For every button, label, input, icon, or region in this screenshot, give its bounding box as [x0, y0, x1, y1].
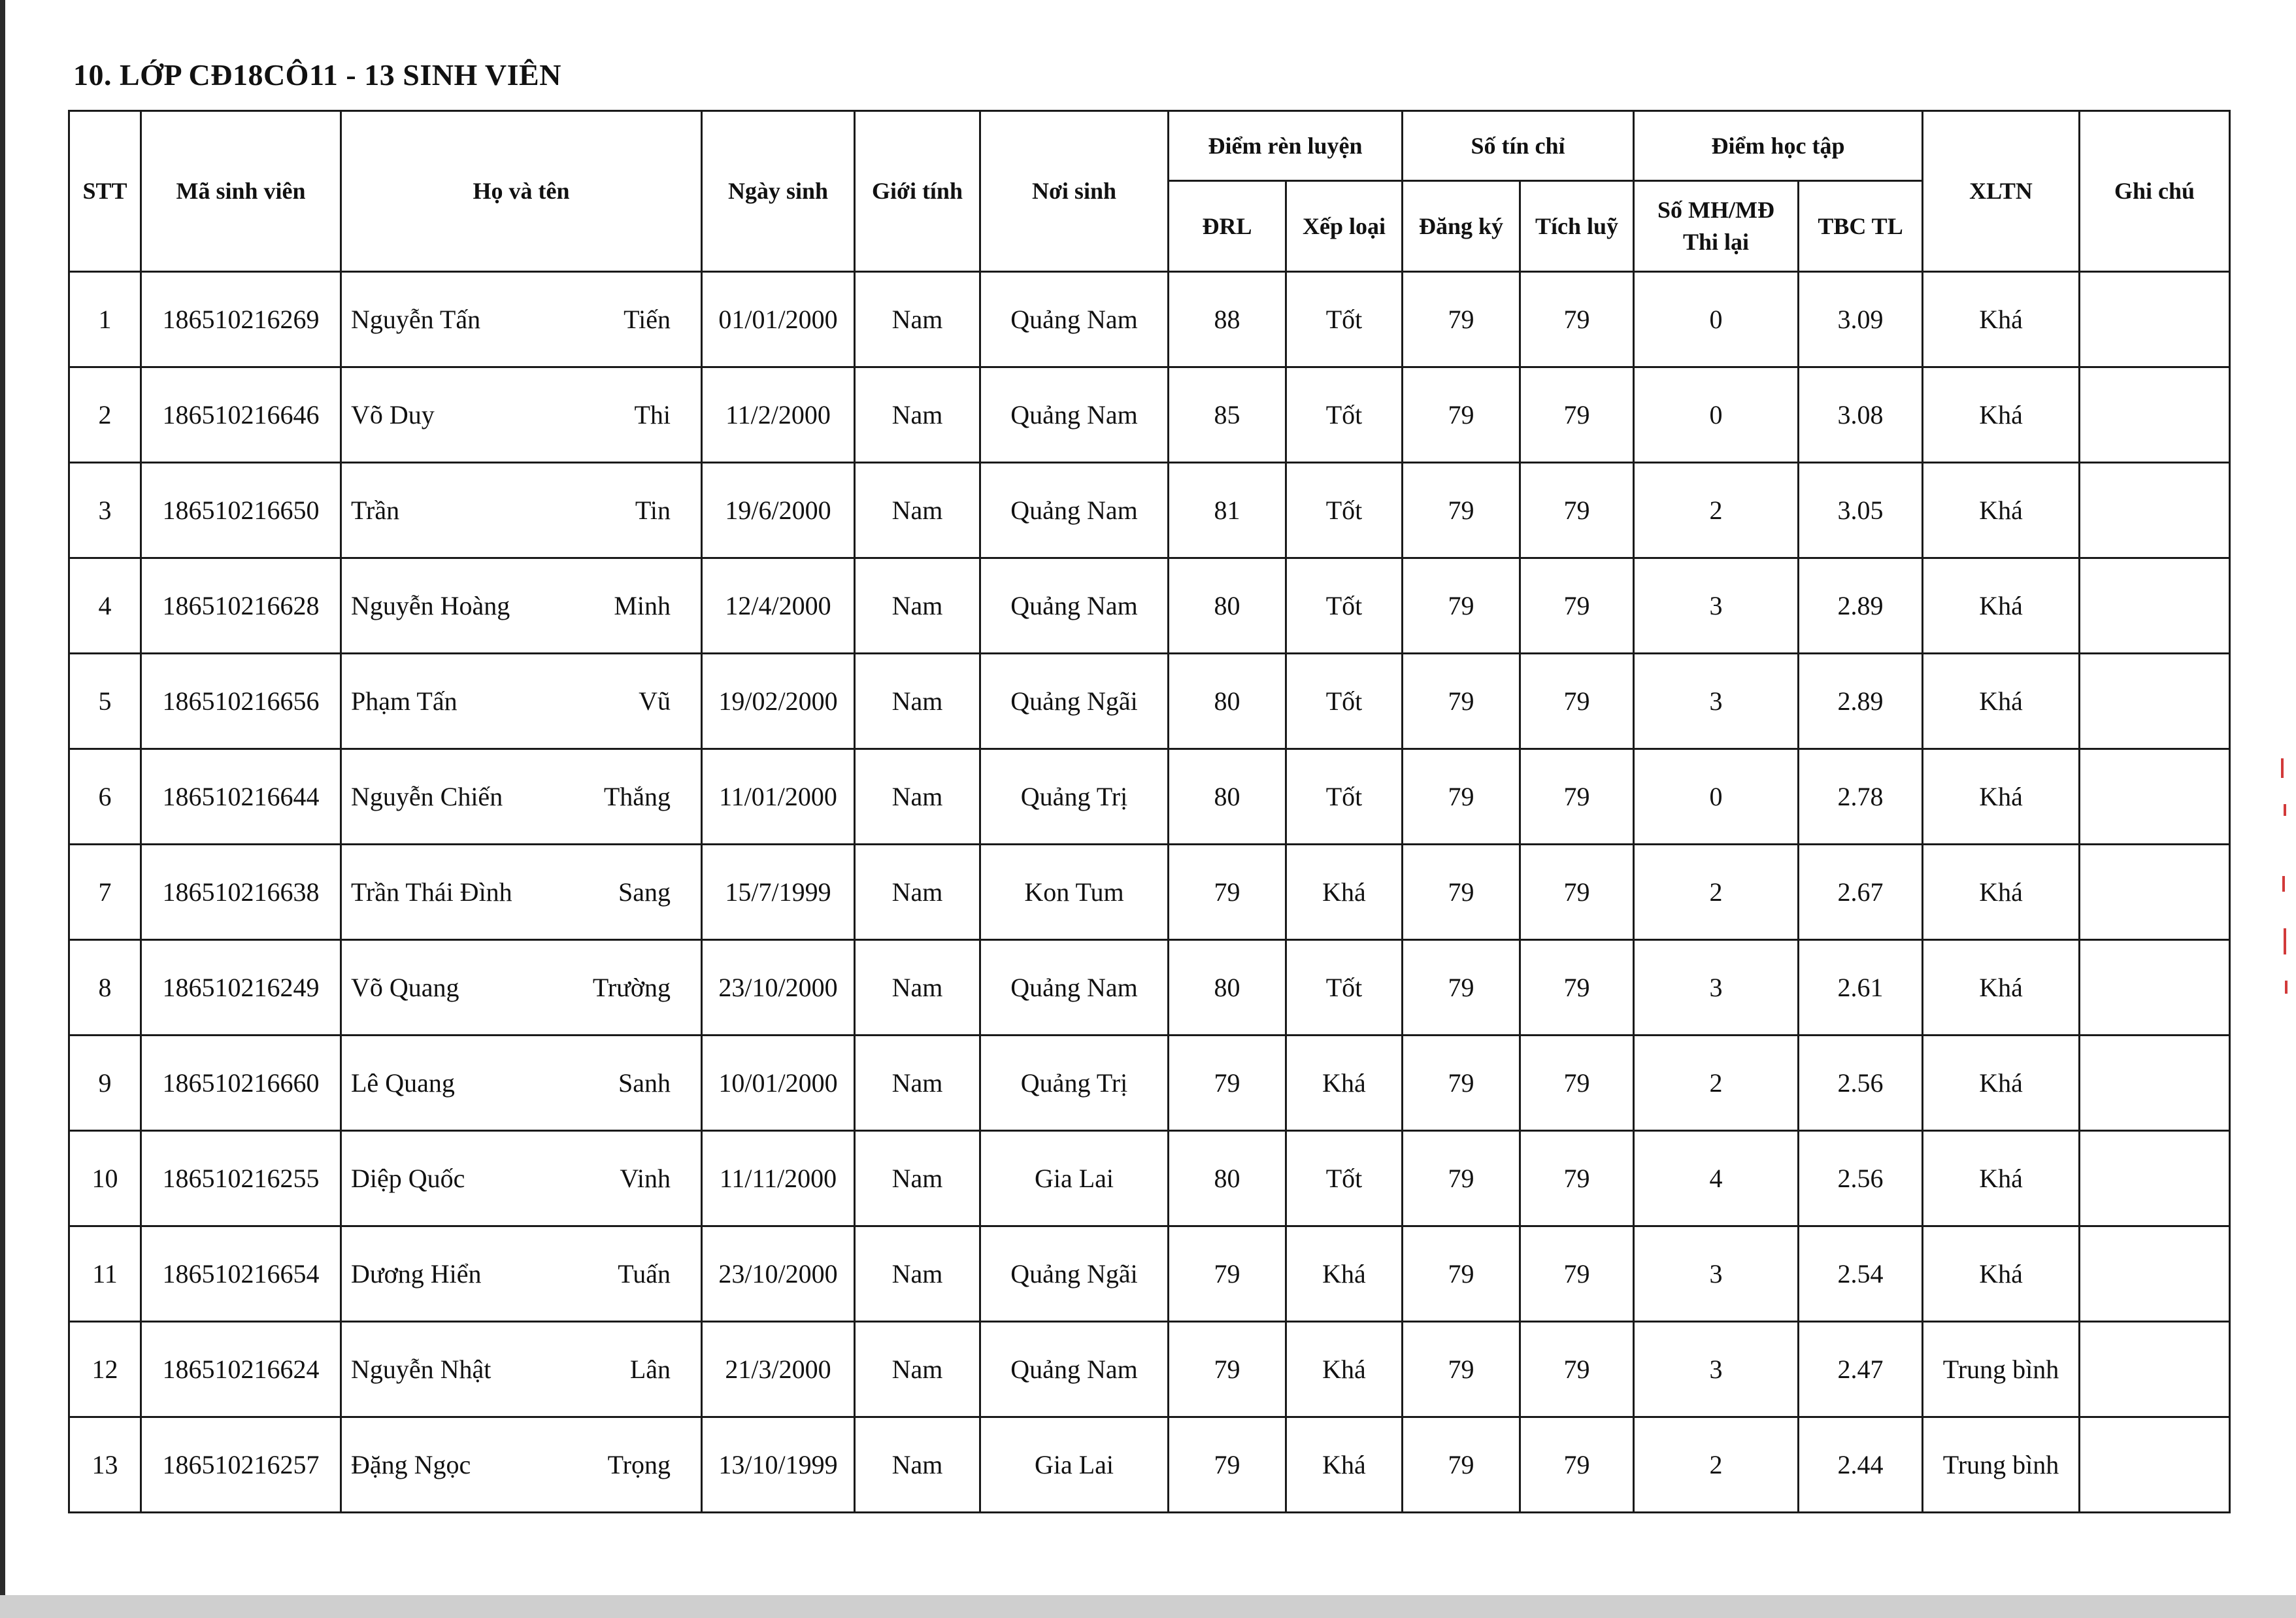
cell-stt: 13 [69, 1417, 141, 1513]
cell-training-rank: Tốt [1286, 463, 1403, 558]
cell-retake-count: 3 [1634, 558, 1799, 654]
cell-accumulated: 79 [1520, 463, 1634, 558]
table-row [69, 558, 2230, 654]
header-credits-group: Số tín chỉ [1403, 111, 1634, 181]
first-name: Tiến [624, 305, 671, 334]
cell-student-id: 186510216628 [141, 558, 341, 654]
cell-notes [2080, 558, 2230, 654]
table-row [69, 1131, 2230, 1226]
cell-retake-count: 3 [1634, 1322, 1799, 1417]
document-title: 10. LỚP CĐ18CÔ11 - 13 SINH VIÊN [73, 58, 561, 92]
cell-birthplace: Kon Tum [980, 845, 1169, 940]
cell-notes [2080, 1322, 2230, 1417]
first-name: Tuấn [618, 1259, 671, 1289]
cell-drl: 79 [1169, 1322, 1286, 1417]
cell-notes [2080, 463, 2230, 558]
cell-notes [2080, 654, 2230, 749]
cell-drl: 79 [1169, 845, 1286, 940]
last-name: Nguyễn Hoàng [351, 591, 510, 620]
cell-student-id: 186510216249 [141, 940, 341, 1036]
cell-graduation-rank: Khá [1923, 1226, 2080, 1322]
cell-drl: 79 [1169, 1036, 1286, 1131]
header-stt: STT [69, 111, 141, 272]
cell-student-id: 186510216660 [141, 1036, 341, 1131]
first-name: Trường [592, 973, 671, 1002]
cell-training-rank: Tốt [1286, 749, 1403, 845]
first-name: Lân [629, 1355, 671, 1384]
cell-accumulated: 79 [1520, 845, 1634, 940]
cell-notes [2080, 940, 2230, 1036]
cell-full-name [341, 463, 702, 558]
cell-gender: Nam [855, 940, 980, 1036]
last-name: Võ Duy [351, 400, 435, 430]
cell-drl: 88 [1169, 272, 1286, 367]
cell-stt: 9 [69, 1036, 141, 1131]
first-name: Thắng [603, 782, 671, 811]
first-name: Thi [634, 400, 671, 430]
cell-gender: Nam [855, 654, 980, 749]
cell-retake-count: 0 [1634, 367, 1799, 463]
cell-gender: Nam [855, 1036, 980, 1131]
cell-registered: 79 [1403, 749, 1520, 845]
cell-stt: 3 [69, 463, 141, 558]
cell-full-name [341, 940, 702, 1036]
cell-notes [2080, 749, 2230, 845]
cell-retake-count: 3 [1634, 654, 1799, 749]
last-name: Nguyễn Chiến [351, 782, 503, 811]
last-name: Đặng Ngọc [351, 1450, 471, 1479]
header-birthplace: Nơi sinh [980, 111, 1169, 272]
table-row [69, 654, 2230, 749]
cell-student-id: 186510216624 [141, 1322, 341, 1417]
cell-dob: 11/11/2000 [702, 1131, 855, 1226]
cell-graduation-rank: Khá [1923, 272, 2080, 367]
cell-full-name [341, 1226, 702, 1322]
header-gender: Giới tính [855, 111, 980, 272]
cell-retake-count: 4 [1634, 1131, 1799, 1226]
header-dob: Ngày sinh [702, 111, 855, 272]
cell-drl: 85 [1169, 367, 1286, 463]
cell-drl: 80 [1169, 654, 1286, 749]
student-table [68, 110, 2231, 1513]
cell-accumulated: 79 [1520, 940, 1634, 1036]
cell-drl: 80 [1169, 749, 1286, 845]
cell-accumulated: 79 [1520, 654, 1634, 749]
cell-gender: Nam [855, 845, 980, 940]
cell-dob: 23/10/2000 [702, 940, 855, 1036]
cell-dob: 10/01/2000 [702, 1036, 855, 1131]
cell-birthplace: Quảng Ngãi [980, 1226, 1169, 1322]
cell-drl: 80 [1169, 940, 1286, 1036]
last-name: Lê Quang [351, 1068, 455, 1098]
header-accumulated: Tích luỹ [1520, 181, 1634, 272]
cell-gpa: 2.61 [1799, 940, 1923, 1036]
cell-accumulated: 79 [1520, 1417, 1634, 1513]
cell-stt: 8 [69, 940, 141, 1036]
cell-registered: 79 [1403, 845, 1520, 940]
cell-full-name [341, 845, 702, 940]
margin-mark [2285, 981, 2288, 994]
cell-birthplace: Gia Lai [980, 1417, 1169, 1513]
cell-gpa: 3.08 [1799, 367, 1923, 463]
cell-graduation-rank: Khá [1923, 940, 2080, 1036]
cell-gpa: 2.56 [1799, 1131, 1923, 1226]
cell-registered: 79 [1403, 367, 1520, 463]
cell-graduation-rank: Khá [1923, 1131, 2080, 1226]
header-retake-count: Số MH/MĐ Thi lại [1634, 181, 1799, 272]
header-notes: Ghi chú [2080, 111, 2230, 272]
cell-accumulated: 79 [1520, 272, 1634, 367]
cell-birthplace: Quảng Nam [980, 940, 1169, 1036]
table-row [69, 1322, 2230, 1417]
cell-gender: Nam [855, 1131, 980, 1226]
cell-gpa: 2.67 [1799, 845, 1923, 940]
cell-drl: 81 [1169, 463, 1286, 558]
cell-dob: 23/10/2000 [702, 1226, 855, 1322]
table-row [69, 1036, 2230, 1131]
first-name: Sanh [618, 1068, 671, 1098]
cell-graduation-rank: Khá [1923, 749, 2080, 845]
cell-notes [2080, 1226, 2230, 1322]
cell-student-id: 186510216257 [141, 1417, 341, 1513]
cell-dob: 19/6/2000 [702, 463, 855, 558]
cell-accumulated: 79 [1520, 749, 1634, 845]
cell-drl: 80 [1169, 558, 1286, 654]
cell-training-rank: Khá [1286, 1322, 1403, 1417]
cell-stt: 4 [69, 558, 141, 654]
first-name: Tin [635, 496, 671, 525]
first-name: Vũ [639, 686, 671, 716]
cell-student-id: 186510216644 [141, 749, 341, 845]
header-student-id: Mã sinh viên [141, 111, 341, 272]
cell-full-name [341, 654, 702, 749]
table-row [69, 463, 2230, 558]
cell-notes [2080, 1131, 2230, 1226]
last-name: Diệp Quốc [351, 1164, 465, 1193]
first-name: Trọng [607, 1450, 671, 1479]
margin-mark [2281, 758, 2284, 778]
cell-retake-count: 0 [1634, 749, 1799, 845]
last-name: Nguyễn Tấn [351, 305, 481, 334]
cell-gpa: 2.47 [1799, 1322, 1923, 1417]
cell-notes [2080, 1036, 2230, 1131]
table-row [69, 272, 2230, 367]
last-name: Võ Quang [351, 973, 459, 1002]
cell-full-name [341, 367, 702, 463]
cell-registered: 79 [1403, 654, 1520, 749]
cell-gender: Nam [855, 749, 980, 845]
cell-registered: 79 [1403, 940, 1520, 1036]
cell-dob: 15/7/1999 [702, 845, 855, 940]
cell-full-name [341, 1036, 702, 1131]
cell-accumulated: 79 [1520, 1322, 1634, 1417]
cell-dob: 11/01/2000 [702, 749, 855, 845]
cell-registered: 79 [1403, 1322, 1520, 1417]
cell-registered: 79 [1403, 1417, 1520, 1513]
cell-student-id: 186510216650 [141, 463, 341, 558]
cell-gpa: 3.05 [1799, 463, 1923, 558]
cell-notes [2080, 272, 2230, 367]
header-graduation-rank: XLTN [1923, 111, 2080, 272]
cell-gpa: 2.89 [1799, 558, 1923, 654]
cell-student-id: 186510216654 [141, 1226, 341, 1322]
cell-accumulated: 79 [1520, 1036, 1634, 1131]
cell-dob: 01/01/2000 [702, 272, 855, 367]
cell-graduation-rank: Khá [1923, 463, 2080, 558]
cell-retake-count: 2 [1634, 1036, 1799, 1131]
cell-dob: 11/2/2000 [702, 367, 855, 463]
cell-gender: Nam [855, 272, 980, 367]
cell-training-rank: Khá [1286, 1417, 1403, 1513]
cell-dob: 21/3/2000 [702, 1322, 855, 1417]
table-row [69, 940, 2230, 1036]
cell-training-rank: Tốt [1286, 367, 1403, 463]
cell-registered: 79 [1403, 463, 1520, 558]
header-registered: Đăng ký [1403, 181, 1520, 272]
cell-birthplace: Quảng Nam [980, 558, 1169, 654]
cell-graduation-rank: Khá [1923, 367, 2080, 463]
cell-gpa: 3.09 [1799, 272, 1923, 367]
last-name: Nguyễn Nhật [351, 1355, 491, 1384]
cell-notes [2080, 367, 2230, 463]
header-study-group: Điểm học tập [1634, 111, 1923, 181]
cell-birthplace: Quảng Nam [980, 272, 1169, 367]
cell-graduation-rank: Khá [1923, 558, 2080, 654]
cell-full-name [341, 272, 702, 367]
cell-stt: 12 [69, 1322, 141, 1417]
cell-retake-count: 0 [1634, 272, 1799, 367]
cell-registered: 79 [1403, 1036, 1520, 1131]
cell-training-rank: Tốt [1286, 940, 1403, 1036]
margin-mark [2284, 804, 2286, 816]
last-name: Trần [351, 496, 400, 525]
cell-stt: 7 [69, 845, 141, 940]
cell-stt: 5 [69, 654, 141, 749]
cell-student-id: 186510216638 [141, 845, 341, 940]
cell-gpa: 2.89 [1799, 654, 1923, 749]
last-name: Dương Hiển [351, 1259, 482, 1289]
cell-graduation-rank: Trung bình [1923, 1322, 2080, 1417]
cell-full-name [341, 1417, 702, 1513]
cell-retake-count: 3 [1634, 1226, 1799, 1322]
cell-graduation-rank: Khá [1923, 845, 2080, 940]
header-full-name: Họ và tên [341, 111, 702, 272]
cell-dob: 13/10/1999 [702, 1417, 855, 1513]
table-row [69, 749, 2230, 845]
cell-gender: Nam [855, 1417, 980, 1513]
cell-birthplace: Quảng Ngãi [980, 654, 1169, 749]
cell-accumulated: 79 [1520, 1226, 1634, 1322]
cell-birthplace: Quảng Nam [980, 1322, 1169, 1417]
cell-full-name [341, 749, 702, 845]
cell-training-rank: Khá [1286, 1226, 1403, 1322]
cell-student-id: 186510216255 [141, 1131, 341, 1226]
table-header-row [69, 111, 2230, 181]
cell-notes [2080, 845, 2230, 940]
cell-gender: Nam [855, 463, 980, 558]
cell-training-rank: Khá [1286, 1036, 1403, 1131]
cell-stt: 10 [69, 1131, 141, 1226]
cell-drl: 79 [1169, 1226, 1286, 1322]
header-training-rank: Xếp loại [1286, 181, 1403, 272]
margin-mark [2284, 928, 2286, 954]
cell-dob: 19/02/2000 [702, 654, 855, 749]
cell-birthplace: Gia Lai [980, 1131, 1169, 1226]
cell-accumulated: 79 [1520, 367, 1634, 463]
cell-stt: 6 [69, 749, 141, 845]
scan-edge-bottom [0, 1595, 2296, 1618]
cell-gender: Nam [855, 1226, 980, 1322]
scan-edge-left [0, 0, 5, 1618]
first-name: Vinh [620, 1164, 671, 1193]
first-name: Minh [614, 591, 671, 620]
cell-birthplace: Quảng Nam [980, 367, 1169, 463]
cell-graduation-rank: Trung bình [1923, 1417, 2080, 1513]
cell-student-id: 186510216646 [141, 367, 341, 463]
cell-accumulated: 79 [1520, 558, 1634, 654]
cell-training-rank: Tốt [1286, 654, 1403, 749]
cell-birthplace: Quảng Nam [980, 463, 1169, 558]
header-gpa: TBC TL [1799, 181, 1923, 272]
cell-retake-count: 2 [1634, 845, 1799, 940]
header-training-group: Điểm rèn luyện [1169, 111, 1403, 181]
cell-notes [2080, 1417, 2230, 1513]
cell-stt: 1 [69, 272, 141, 367]
cell-stt: 11 [69, 1226, 141, 1322]
last-name: Trần Thái Đình [351, 877, 512, 907]
cell-registered: 79 [1403, 558, 1520, 654]
cell-full-name [341, 1322, 702, 1417]
margin-mark [2282, 876, 2285, 892]
table-row [69, 367, 2230, 463]
cell-registered: 79 [1403, 272, 1520, 367]
first-name: Sang [618, 877, 671, 907]
cell-retake-count: 2 [1634, 1417, 1799, 1513]
cell-training-rank: Khá [1286, 845, 1403, 940]
table-row [69, 1226, 2230, 1322]
cell-full-name [341, 1131, 702, 1226]
cell-registered: 79 [1403, 1131, 1520, 1226]
cell-retake-count: 3 [1634, 940, 1799, 1036]
cell-training-rank: Tốt [1286, 558, 1403, 654]
cell-gender: Nam [855, 367, 980, 463]
cell-drl: 80 [1169, 1131, 1286, 1226]
cell-training-rank: Tốt [1286, 1131, 1403, 1226]
cell-dob: 12/4/2000 [702, 558, 855, 654]
cell-birthplace: Quảng Trị [980, 749, 1169, 845]
cell-gender: Nam [855, 558, 980, 654]
table-row [69, 1417, 2230, 1513]
cell-birthplace: Quảng Trị [980, 1036, 1169, 1131]
cell-gpa: 2.56 [1799, 1036, 1923, 1131]
cell-registered: 79 [1403, 1226, 1520, 1322]
cell-full-name [341, 558, 702, 654]
cell-graduation-rank: Khá [1923, 654, 2080, 749]
cell-accumulated: 79 [1520, 1131, 1634, 1226]
cell-student-id: 186510216269 [141, 272, 341, 367]
cell-stt: 2 [69, 367, 141, 463]
cell-gpa: 2.54 [1799, 1226, 1923, 1322]
cell-gender: Nam [855, 1322, 980, 1417]
last-name: Phạm Tấn [351, 686, 458, 716]
cell-drl: 79 [1169, 1417, 1286, 1513]
cell-training-rank: Tốt [1286, 272, 1403, 367]
cell-gpa: 2.44 [1799, 1417, 1923, 1513]
table-row [69, 845, 2230, 940]
cell-student-id: 186510216656 [141, 654, 341, 749]
cell-gpa: 2.78 [1799, 749, 1923, 845]
cell-graduation-rank: Khá [1923, 1036, 2080, 1131]
cell-retake-count: 2 [1634, 463, 1799, 558]
header-drl: ĐRL [1169, 181, 1286, 272]
